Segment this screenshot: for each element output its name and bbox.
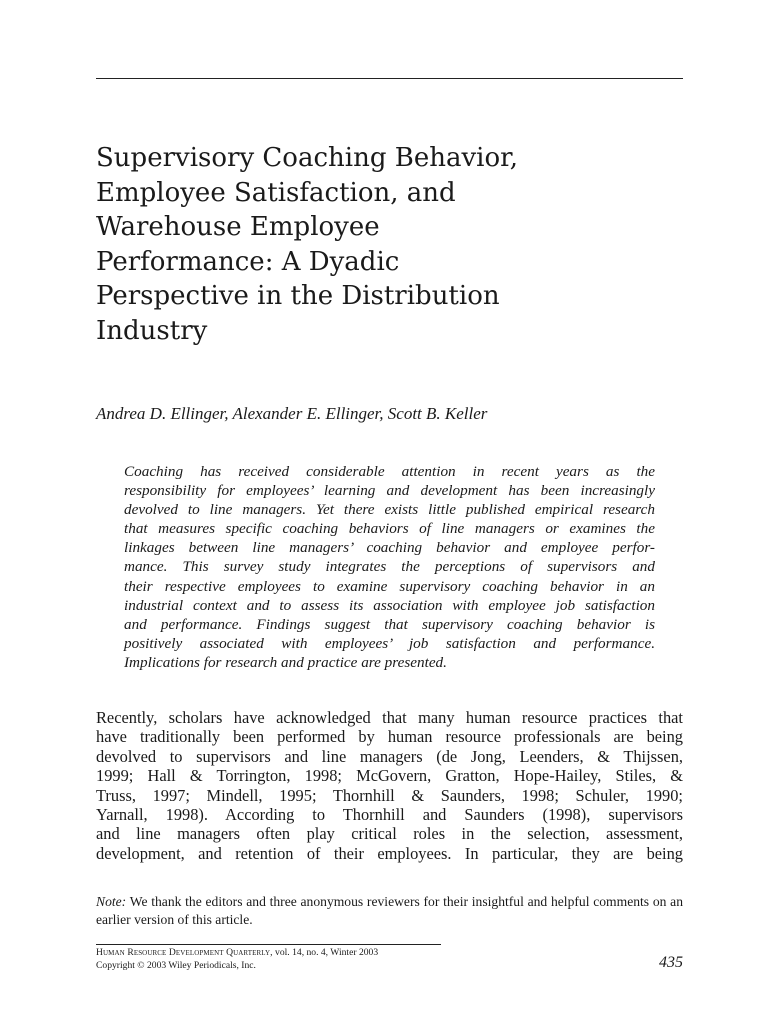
body-line: development, and retention of their employees. In particular, they are being	[96, 843, 683, 863]
header-rule	[96, 78, 683, 79]
acknowledgment-note	[96, 893, 683, 928]
copyright: Copyright © 2003 Wiley Periodicals, Inc.	[96, 959, 256, 971]
body-line: Truss, 1997; Mindell, 1995; Thornhill & Saunders, 1998; Schuler, 1990;	[96, 785, 683, 805]
abstract-line: Implications for research and practice are presented.	[124, 653, 447, 671]
abstract-line: industrial context and to assess its association with employee job satisfaction	[124, 596, 655, 614]
article-abstract	[124, 462, 655, 672]
title-line: Performance: A Dyadic	[96, 246, 400, 277]
abstract-line: devolved to line managers. Yet there exists little published empirical research	[124, 501, 655, 519]
abstract-line: that measures specific coaching behaviors of line managers or examines the	[124, 520, 655, 538]
page-number: 435	[659, 954, 683, 971]
body-line: Yarnall, 1998). According to Thornhill and Saunders (1998), supervisors	[96, 805, 683, 825]
body-line: Recently, scholars have acknowledged that many human resource practices that	[96, 708, 683, 727]
abstract-line: mance. This survey study integrates the perceptions of supervisors and	[124, 558, 655, 576]
body-line: and line managers often play critical roles in the selection, assessment,	[96, 824, 683, 844]
note-text: We thank the editors and three anonymous reviewers for their insightful and helpful comments on an earlier version of this article.	[96, 894, 683, 927]
article-title	[96, 141, 683, 348]
title-line: Perspective in the Distribution	[96, 281, 500, 311]
body-paragraph	[96, 708, 683, 863]
article-authors: Andrea D. Ellinger, Alexander E. Ellinger, Scott B. Keller	[96, 404, 488, 423]
note-label: Note:	[96, 894, 127, 909]
body-line: 1999; Hall & Torrington, 1998; McGovern, Gratton, Hope-Hailey, Stiles, &	[96, 766, 683, 786]
abstract-line: responsibility for employees’ learning and development has been increasingly	[124, 482, 655, 500]
footer-rule	[96, 944, 441, 945]
title-line: Supervisory Coaching Behavior,	[96, 143, 518, 173]
abstract-line: linkages between line managers’ coaching behavior and employee perfor-	[124, 539, 655, 557]
abstract-line: positively associated with employees’ job satisfaction and performance.	[124, 634, 655, 652]
abstract-line: and performance. Findings suggest that supervisory coaching behavior is	[124, 615, 655, 633]
abstract-line: Coaching has received considerable attention in recent years as the	[124, 463, 655, 480]
body-line: devolved to supervisors and line managers (de Jong, Leenders, & Thijssen,	[96, 746, 683, 766]
title-line: Industry	[96, 315, 208, 346]
journal-name: Human Resource Development Quarterly,	[96, 947, 273, 958]
body-line: have traditionally been performed by human resource professionals are being	[96, 727, 683, 747]
journal-citation	[96, 947, 496, 960]
journal-footer	[96, 947, 496, 972]
title-line: Employee Satisfaction, and	[96, 177, 456, 208]
journal-issue: vol. 14, no. 4, Winter 2003	[272, 947, 379, 958]
title-line: Warehouse Employee	[96, 212, 380, 242]
abstract-line: their respective employees to examine supervisory coaching behavior in an	[124, 577, 655, 595]
